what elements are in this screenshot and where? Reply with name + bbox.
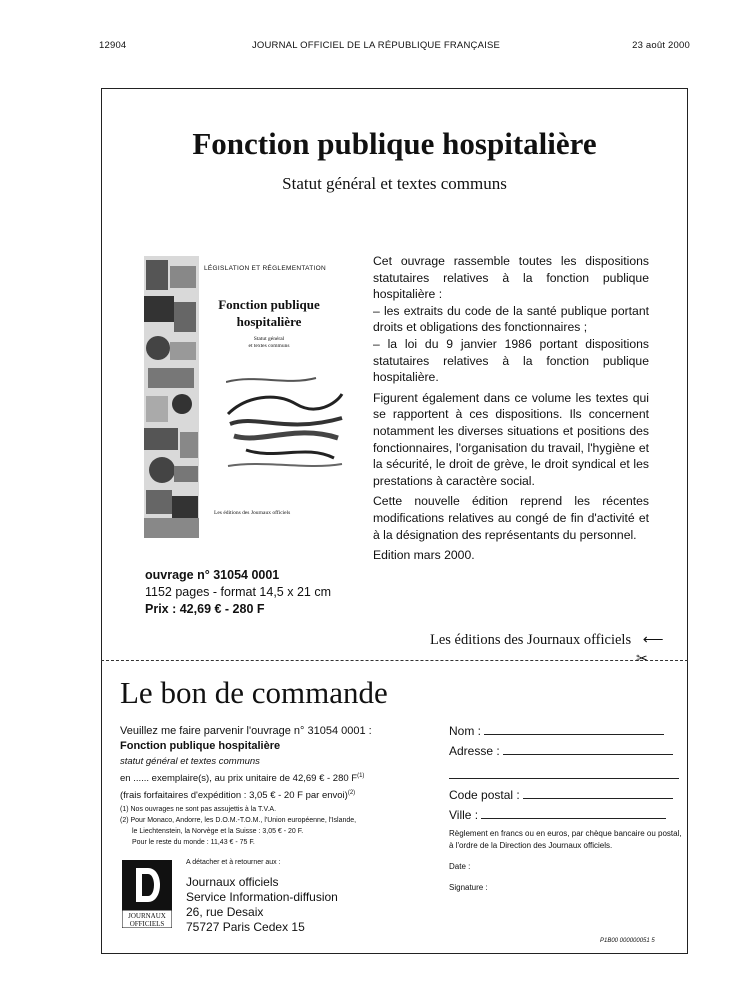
cover-title-line2: hospitalière xyxy=(236,314,302,329)
address-line-3: 26, rue Desaix xyxy=(186,905,264,919)
order-request: Veuillez me faire parvenir l'ouvrage n° 31054 0001 : xyxy=(120,725,372,737)
address-line-2: Service Information-diffusion xyxy=(186,890,338,904)
svg-text:JOURNAUX: JOURNAUX xyxy=(128,912,166,920)
cover-subtitle xyxy=(204,336,334,350)
description-paragraph-3: Cette nouvelle édition reprend les récentes modifications relatives au congé de fin d'activité et à la désignation des représentants du personnel. xyxy=(373,494,649,542)
city-line[interactable] xyxy=(481,818,666,819)
postal-code-line[interactable] xyxy=(523,798,673,799)
order-book-subtitle: statut général et textes communs xyxy=(120,756,260,767)
footnote-1: (1) Nos ouvrages ne sont pas assujettis à la T.V.A. xyxy=(120,806,277,813)
payment-note: Règlement en francs ou en euros, par chèque bancaire ou postal, à l'ordre de la Direction des Journaux officiels. xyxy=(449,829,682,850)
ad-title: Fonction publique hospitalière xyxy=(192,126,597,161)
svg-text:OFFICIELS: OFFICIELS xyxy=(129,920,165,928)
order-details xyxy=(120,724,420,803)
book-description xyxy=(373,253,649,568)
cover-title-line1: Fonction publique xyxy=(218,297,320,312)
description-paragraph-1: Cet ouvrage rassemble toutes les dispositions statutaires relatives à la fonction publique hospitalière : – les extraits du code de la santé publique portant droits et obligations des fonctionnaires ; – la loi du 9 janvier 1986 portant dispositions statutaires relatives à la fonction publique hospitalière. xyxy=(373,254,649,385)
journaux-officiels-logo xyxy=(122,860,172,928)
cover-subtitle-line2: et textes communs xyxy=(248,343,290,349)
order-footnotes xyxy=(120,804,356,848)
footnote-2-world: Pour le reste du monde : 11,43 € - 75 F. xyxy=(132,839,255,846)
return-address xyxy=(186,875,338,935)
order-book-title: Fonction publique hospitalière xyxy=(120,740,281,752)
edition-date: Edition mars 2000. xyxy=(373,548,475,563)
cover-title xyxy=(204,296,334,330)
document-code: P1B00 000000051 5 xyxy=(600,938,655,944)
return-label: A détacher et à retourner aux : xyxy=(186,859,281,866)
book-reference xyxy=(145,567,331,618)
footnote-2-continued: le Liechtenstein, la Norvège et la Suisse : 3,05 € - 20 F. xyxy=(132,828,304,835)
ouvrage-number: ouvrage n° 31054 0001 xyxy=(145,568,280,582)
journal-title: JOURNAL OFFICIEL DE LA RÉPUBLIQUE FRANÇAISE xyxy=(251,40,501,51)
page-number: 12904 xyxy=(99,40,127,51)
signature-field[interactable]: Signature : xyxy=(449,883,488,892)
book-price: Prix : 42,69 € - 280 F xyxy=(145,602,265,616)
name-field[interactable]: Nom : xyxy=(449,724,664,738)
city-field[interactable]: Ville : xyxy=(449,808,666,822)
publisher-line: Les éditions des Journaux officiels ⟵ xyxy=(430,632,664,648)
cover-illustration xyxy=(226,374,344,472)
address-line-extra[interactable] xyxy=(449,778,679,779)
cut-line xyxy=(101,660,688,661)
name-line[interactable] xyxy=(484,734,664,735)
cover-publisher: Les éditions des Journaux officiels xyxy=(214,510,291,516)
description-paragraph-2: Figurent également dans ce volume les textes qui se rapportent à ces dispositions. Ils concernent notamment les diverses situations et positions des fonctionnaires, l'organisation du travail, l'hygiène et la sécurité, le droit de grève, le droit syndical et les prestations à caractère social. xyxy=(373,390,649,488)
cover-series: LÉGISLATION ET RÉGLEMENTATION xyxy=(204,265,326,272)
date-field[interactable]: Date : xyxy=(449,862,471,871)
quantity-line[interactable]: en ...... exemplaire(s), au prix unitaire de 42,69 € - 280 $F^{(1)}$ xyxy=(120,773,365,785)
order-form-title: Le bon de commande xyxy=(120,675,388,710)
footnote-2: (2) Pour Monaco, Andorre, les D.O.M.-T.O.M., l'Union européenne, l'Islande, xyxy=(120,817,357,824)
address-field[interactable]: Adresse : xyxy=(449,744,673,758)
arrow-left-icon: ⟵ xyxy=(642,632,664,648)
address-line[interactable] xyxy=(503,754,673,755)
address-line-4: 75727 Paris Cedex 15 xyxy=(186,920,305,934)
address-line-1: Journaux officiels xyxy=(186,875,279,889)
cover-subtitle-line1: Statut général xyxy=(253,336,285,342)
address-field-extra[interactable] xyxy=(449,768,679,782)
shipping-line: (frais forfaitaires d'expédition : 3,05 € - 20 F par envoi)$^{(2)}$ xyxy=(120,790,356,802)
book-cover xyxy=(144,256,344,538)
ad-subtitle: Statut général et textes communs xyxy=(282,174,507,193)
cover-photo-strip xyxy=(144,256,199,538)
book-format: 1152 pages - format 14,5 x 21 cm xyxy=(145,585,331,599)
issue-date: 23 août 2000 xyxy=(632,40,690,51)
scissors-icon: ✂ xyxy=(636,650,648,666)
postal-code-field[interactable]: Code postal : xyxy=(449,788,673,802)
